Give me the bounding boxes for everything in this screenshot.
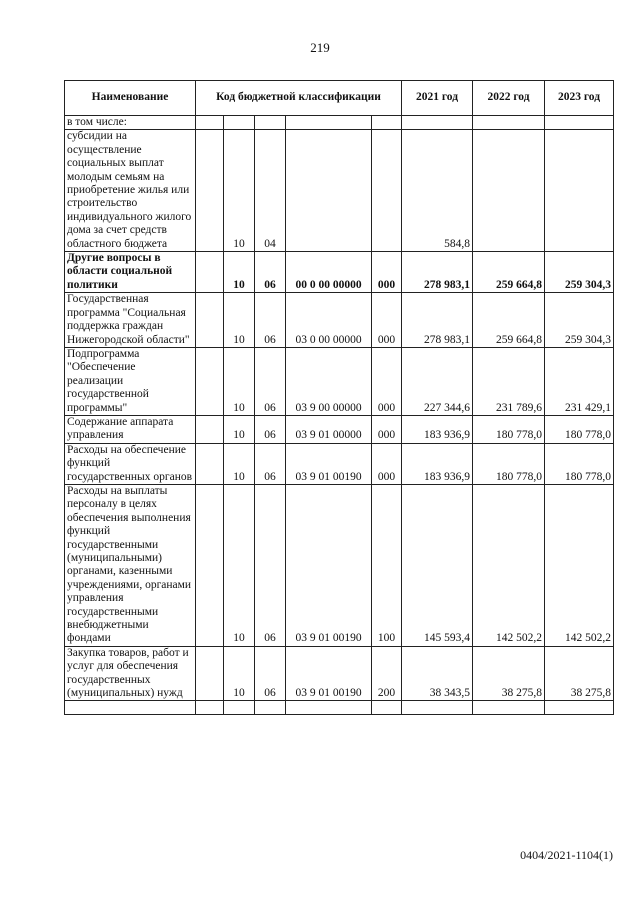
row-target-code: 03 9 01 00000 <box>286 415 372 443</box>
row-value-2022: 259 664,8 <box>473 293 545 348</box>
row-expense-type-code: 000 <box>372 415 402 443</box>
row-target-code: 03 9 01 00190 <box>286 443 372 484</box>
row-value-2021: 278 983,1 <box>402 252 473 293</box>
row-subsection-code: 06 <box>255 415 286 443</box>
row-name: субсидии на осуществление социальных выплат молодым семьям на приобретение жилья или строительство индивидуального жилого дома за счет средств областного бюджета <box>65 130 196 252</box>
row-target-code: 03 9 00 00000 <box>286 347 372 415</box>
row-subsection-code: 06 <box>255 646 286 701</box>
row-name: в том числе: <box>65 116 196 130</box>
row-target-code <box>286 116 372 130</box>
row-spacer <box>196 252 224 293</box>
row-section-code: 10 <box>224 293 255 348</box>
table-row <box>65 415 614 443</box>
table-row <box>65 484 614 646</box>
table-row <box>65 130 614 252</box>
row-value-2021: 38 343,5 <box>402 646 473 701</box>
row-name: Расходы на выплаты персоналу в целях обеспечения выполнения функций государственными (муниципальными) органами, казенными учреждениями, органами управления государственными внебюджетными фондами <box>65 484 196 646</box>
row-expense-type-code: 000 <box>372 293 402 348</box>
row-subsection-code: 06 <box>255 443 286 484</box>
row-spacer <box>196 347 224 415</box>
row-name: Закупка товаров, работ и услуг для обеспечения государственных (муниципальных) нужд <box>65 646 196 701</box>
row-section-code: 10 <box>224 443 255 484</box>
row-value-2022: 259 664,8 <box>473 252 545 293</box>
row-spacer <box>196 116 224 130</box>
row-section-code: 10 <box>224 252 255 293</box>
row-spacer <box>196 646 224 701</box>
row-value-2022 <box>473 116 545 130</box>
table-row <box>65 293 614 348</box>
empty-cell <box>402 701 473 715</box>
empty-cell <box>286 701 372 715</box>
row-spacer <box>196 443 224 484</box>
row-value-2023 <box>545 116 614 130</box>
row-value-2023: 142 502,2 <box>545 484 614 646</box>
row-target-code: 03 9 01 00190 <box>286 646 372 701</box>
document-code: 0404/2021-1104(1) <box>520 848 613 862</box>
row-subsection-code: 06 <box>255 293 286 348</box>
row-name: Содержание аппарата управления <box>65 415 196 443</box>
row-value-2021: 145 593,4 <box>402 484 473 646</box>
header-2022: 2022 год <box>473 81 545 116</box>
row-value-2022 <box>473 130 545 252</box>
row-subsection-code: 06 <box>255 484 286 646</box>
row-spacer <box>196 130 224 252</box>
row-section-code: 10 <box>224 646 255 701</box>
table-row <box>65 252 614 293</box>
empty-cell <box>372 701 402 715</box>
row-target-code: 03 9 01 00190 <box>286 484 372 646</box>
row-expense-type-code: 100 <box>372 484 402 646</box>
row-subsection-code: 04 <box>255 130 286 252</box>
row-value-2023: 38 275,8 <box>545 646 614 701</box>
row-value-2021: 227 344,6 <box>402 347 473 415</box>
row-spacer <box>196 484 224 646</box>
empty-cell <box>65 701 196 715</box>
row-section-code: 10 <box>224 347 255 415</box>
row-spacer <box>196 415 224 443</box>
row-expense-type-code: 000 <box>372 443 402 484</box>
row-value-2021: 584,8 <box>402 130 473 252</box>
row-expense-type-code: 000 <box>372 252 402 293</box>
row-section-code: 10 <box>224 130 255 252</box>
empty-cell <box>196 701 224 715</box>
row-subsection-code: 06 <box>255 252 286 293</box>
row-value-2022: 180 778,0 <box>473 443 545 484</box>
row-name: Расходы на обеспечение функций государственных органов <box>65 443 196 484</box>
empty-cell <box>224 701 255 715</box>
row-value-2023: 259 304,3 <box>545 252 614 293</box>
row-expense-type-code: 000 <box>372 347 402 415</box>
row-value-2023 <box>545 130 614 252</box>
row-target-code: 00 0 00 00000 <box>286 252 372 293</box>
table-row <box>65 443 614 484</box>
row-expense-type-code: 200 <box>372 646 402 701</box>
row-value-2022: 180 778,0 <box>473 415 545 443</box>
row-name: Государственная программа "Социальная поддержка граждан Нижегородской области" <box>65 293 196 348</box>
row-target-code: 03 0 00 00000 <box>286 293 372 348</box>
header-2021: 2021 год <box>402 81 473 116</box>
row-subsection-code: 06 <box>255 347 286 415</box>
row-section-code <box>224 116 255 130</box>
row-expense-type-code <box>372 116 402 130</box>
row-value-2023: 180 778,0 <box>545 415 614 443</box>
row-value-2022: 142 502,2 <box>473 484 545 646</box>
row-target-code <box>286 130 372 252</box>
row-expense-type-code <box>372 130 402 252</box>
row-value-2021: 183 936,9 <box>402 415 473 443</box>
table-row <box>65 646 614 701</box>
row-value-2023: 231 429,1 <box>545 347 614 415</box>
row-value-2021 <box>402 116 473 130</box>
row-name: Подпрограмма "Обеспечение реализации государственной программы" <box>65 347 196 415</box>
page-number: 219 <box>310 40 330 55</box>
empty-cell <box>255 701 286 715</box>
budget-table <box>64 80 614 715</box>
row-value-2022: 38 275,8 <box>473 646 545 701</box>
header-classification: Код бюджетной классификации <box>196 81 402 116</box>
row-section-code: 10 <box>224 484 255 646</box>
row-value-2023: 259 304,3 <box>545 293 614 348</box>
row-name: Другие вопросы в области социальной политики <box>65 252 196 293</box>
empty-cell <box>473 701 545 715</box>
header-2023: 2023 год <box>545 81 614 116</box>
row-value-2022: 231 789,6 <box>473 347 545 415</box>
row-section-code: 10 <box>224 415 255 443</box>
table-row <box>65 116 614 130</box>
row-subsection-code <box>255 116 286 130</box>
row-value-2023: 180 778,0 <box>545 443 614 484</box>
row-value-2021: 278 983,1 <box>402 293 473 348</box>
row-spacer <box>196 293 224 348</box>
header-name: Наименование <box>65 81 196 116</box>
row-value-2021: 183 936,9 <box>402 443 473 484</box>
empty-cell <box>545 701 614 715</box>
table-row-empty <box>65 701 614 715</box>
table-body <box>65 116 614 715</box>
table-header-row <box>65 81 614 116</box>
table-row <box>65 347 614 415</box>
